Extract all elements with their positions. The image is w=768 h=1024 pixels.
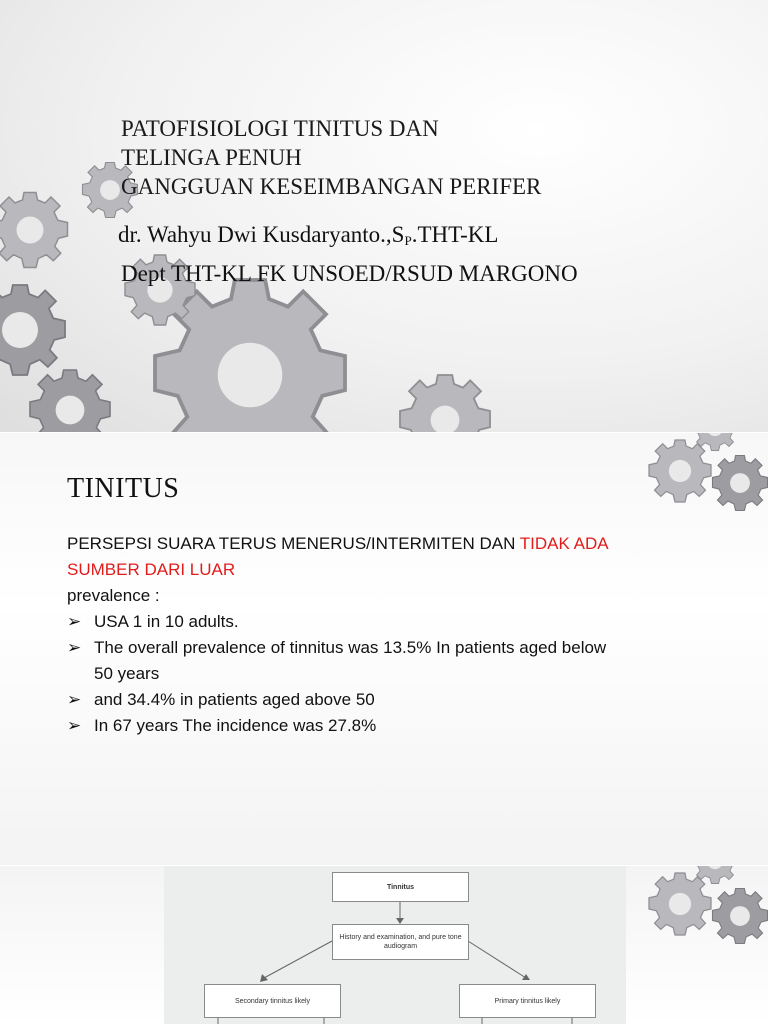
list-item: ➢ The overall prevalence of tinnitus was 13.5% In patients aged below 50 years (67, 635, 627, 687)
flow-box-tinnitus: Tinnitus (332, 872, 469, 902)
flowchart (164, 866, 626, 1024)
flow-box-primary: Primary tinnitus likely (459, 984, 596, 1018)
arrow-bullet-icon: ➢ (67, 716, 82, 735)
arrow-bullet-icon: ➢ (67, 690, 82, 709)
title-line: GANGGUAN KESEIMBANGAN PERIFER (121, 174, 542, 199)
title-line: TELINGA PENUH (121, 145, 302, 170)
list-item: ➢ In 67 years The incidence was 27.8% (67, 713, 627, 739)
arrow-bullet-icon: ➢ (67, 612, 82, 631)
list-item: ➢ USA 1 in 10 adults. (67, 609, 627, 635)
title-slide (0, 0, 768, 432)
author-name: dr. Wahyu Dwi $Kusdaryanto.,S_P.THT-KL$ (118, 222, 499, 248)
gear-cluster-icon (630, 433, 768, 543)
tinitus-slide (0, 433, 768, 865)
bullet-list (67, 609, 627, 739)
title-line: PATOFISIOLOGI TINITUS DAN (121, 116, 439, 141)
slide-body (67, 531, 627, 739)
prevalence-label: prevalence : (67, 586, 160, 605)
gear-cluster-icon (630, 866, 768, 976)
arrow-bullet-icon: ➢ (67, 638, 82, 657)
definition: PERSEPSI SUARA TERUS MENERUS/INTERMITEN DAN TIDAK ADA SUMBER DARI LUAR (67, 534, 608, 579)
flow-box-secondary: Secondary tinnitus likely (204, 984, 341, 1018)
department: Dept THT-KL FK UNSOED/RSUD MARGONO (121, 261, 578, 286)
slide-title: TINITUS (67, 473, 180, 504)
flow-box-history: History and examination, and pure tone audiogram (332, 924, 469, 960)
gear-cluster-icon (0, 0, 520, 432)
list-item: ➢ and 34.4% in patients aged above 50 (67, 687, 627, 713)
slide-title (121, 114, 541, 201)
diagram-slide (0, 866, 768, 1024)
